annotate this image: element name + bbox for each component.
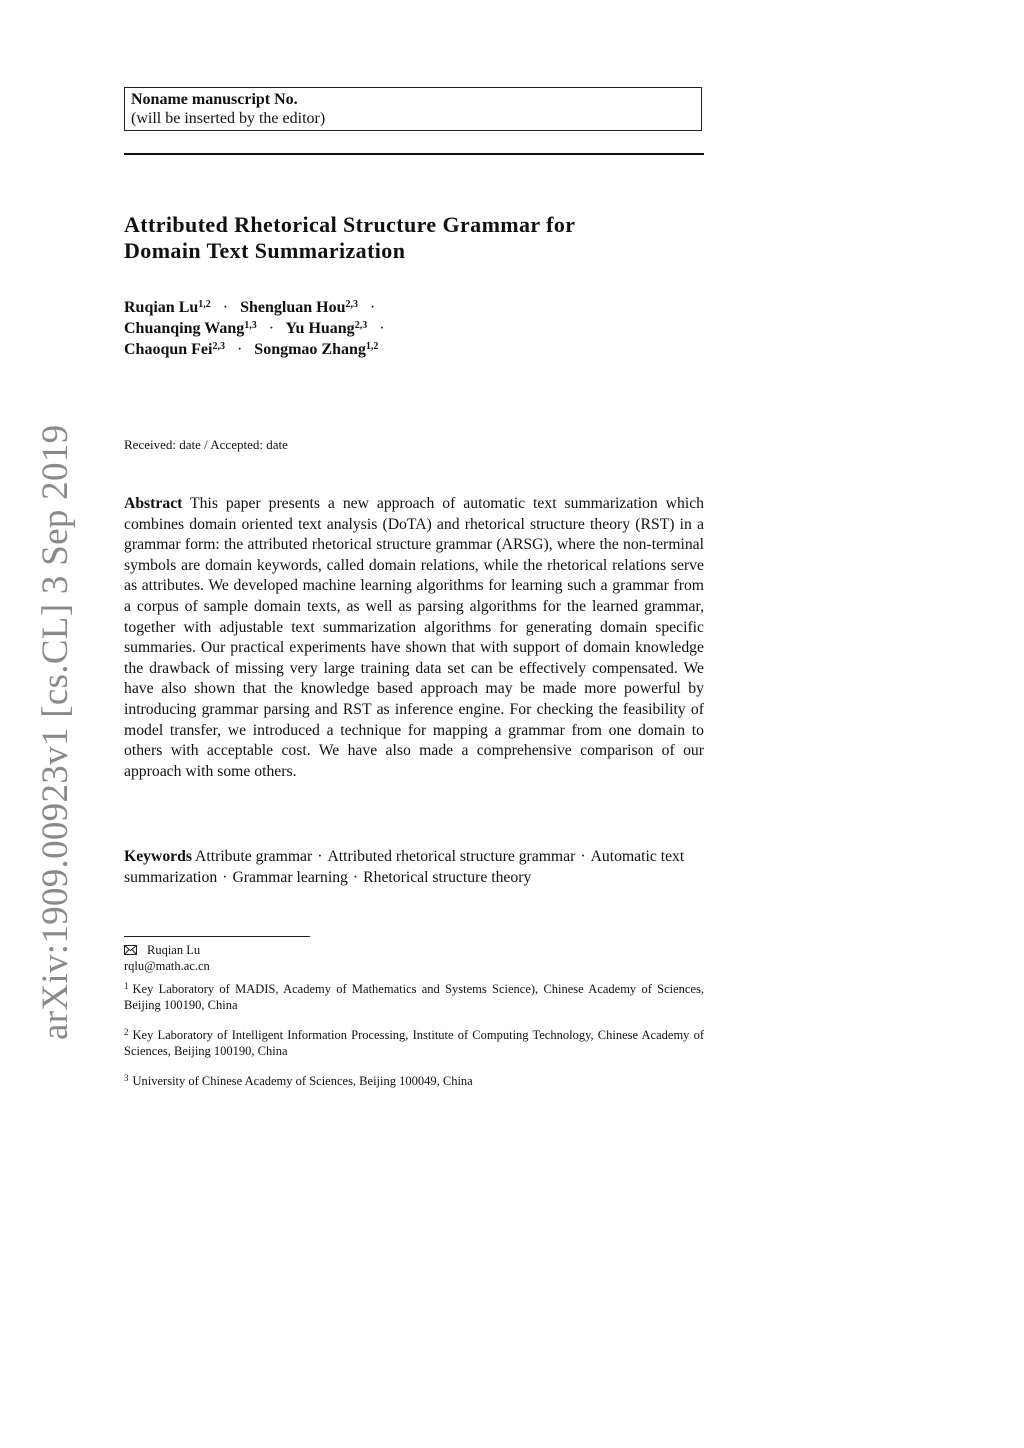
footnote-mark: 2	[124, 1027, 129, 1037]
envelope-icon	[124, 945, 137, 955]
author-separator: ·	[236, 341, 243, 358]
abstract-label: Abstract	[124, 495, 183, 512]
manuscript-number: Noname manuscript No.	[131, 91, 298, 108]
footnote-mark: 1	[124, 981, 129, 991]
received-accepted-dates: Received: date / Accepted: date	[124, 437, 288, 452]
keyword: Automatic text summarization	[124, 848, 685, 886]
affiliation-footnote	[124, 1027, 704, 1059]
author-affiliation: 2,3	[354, 320, 368, 331]
keywords-label: Keywords	[124, 848, 192, 865]
arxiv-side-stamp: arXiv:1909.00923v1 [cs.CL] 3 Sep 2019	[35, 424, 76, 1040]
keyword: Attribute grammar	[195, 848, 313, 865]
affiliation-footnote	[124, 981, 704, 1013]
author-name: Shengluan Hou	[240, 299, 346, 316]
keyword-separator: ·	[580, 848, 586, 865]
author-separator: ·	[379, 320, 385, 337]
author-affiliation: 2,3	[345, 299, 358, 310]
author-name: Ruqian Lu	[124, 299, 199, 316]
contact-email[interactable]: rqlu@math.ac.cn	[124, 959, 210, 973]
author-line-3	[124, 339, 724, 360]
author-list	[124, 297, 724, 360]
author-affiliation: 1,2	[365, 341, 379, 352]
keyword-separator: ·	[352, 868, 359, 886]
contact-name: Ruqian Lu	[147, 943, 201, 957]
keyword-separator: ·	[317, 848, 323, 865]
corresponding-author	[124, 942, 704, 974]
keyword: Rhetorical structure theory	[363, 868, 532, 886]
author-line-1	[124, 297, 724, 318]
author-name: Yu Huang	[285, 320, 355, 337]
footnotes	[124, 942, 704, 1103]
author-name: Chaoqun Fei	[124, 341, 213, 358]
keywords	[124, 847, 704, 888]
footnote-text: Key Laboratory of Intelligent Information Processing, Institute of Computing Technology, Chinese Academy of Sciences, Beijing 100190, China	[124, 1028, 704, 1058]
footnote-mark: 3	[124, 1073, 129, 1083]
keyword-separator: ·	[222, 868, 228, 886]
author-name: Songmao Zhang	[254, 341, 366, 358]
author-affiliation: 1,2	[198, 299, 211, 310]
abstract-text: This paper presents a new approach of automatic text summarization which combines domain oriented text analysis (DoTA) and rhetorical structure theory (RST) in a grammar form: the attributed rhetorical structure grammar (ARSG), where the non-terminal symbols are domain keywords, called domain relations, while the rhetorical relations serve as attributes. We developed machine learning algorithms for learning such a grammar from a corpus of sample domain texts, as well as parsing algorithms for the learned grammar, together with adjustable text summarization algorithms for generating domain specific summaries. Our practical experiments have shown that with support of domain knowledge the drawback of missing very large training data set can be effectively compensated. We have also shown that the knowledge based approach may be made more powerful by introducing grammar parsing and RST as inference engine. For checking the feasibility of model transfer, we introduced a technique for mapping a grammar from one domain to others with acceptable cost. We have also made a comprehensive comparison of our approach with some others.	[124, 495, 704, 780]
abstract	[124, 494, 704, 782]
title-line-2: Domain Text Summarization	[124, 238, 406, 263]
author-affiliation: 1,3	[244, 320, 257, 331]
title-line-1: Attributed Rhetorical Structure Grammar for	[124, 212, 576, 237]
footnote-rule	[124, 936, 310, 937]
author-line-2	[124, 318, 724, 339]
editor-note: (will be inserted by the editor)	[131, 110, 326, 127]
author-affiliation: 2,3	[212, 341, 225, 352]
footnote-text: University of Chinese Academy of Sciences, Beijing 100049, China	[132, 1074, 473, 1088]
author-separator: ·	[222, 299, 229, 316]
author-separator: ·	[268, 320, 275, 337]
keyword: Attributed rhetorical structure grammar	[327, 848, 576, 865]
editor-info-box	[124, 87, 702, 131]
affiliation-footnote	[124, 1073, 704, 1089]
author-separator: ·	[369, 299, 376, 316]
footnote-text: Key Laboratory of MADIS, Academy of Mathematics and Systems Science), Chinese Academy of Sciences, Beijing 100190, China	[124, 982, 704, 1012]
keyword: Grammar learning	[232, 868, 348, 886]
paper-title	[124, 212, 724, 264]
author-name: Chuanqing Wang	[124, 320, 245, 337]
title-rule	[124, 153, 704, 155]
